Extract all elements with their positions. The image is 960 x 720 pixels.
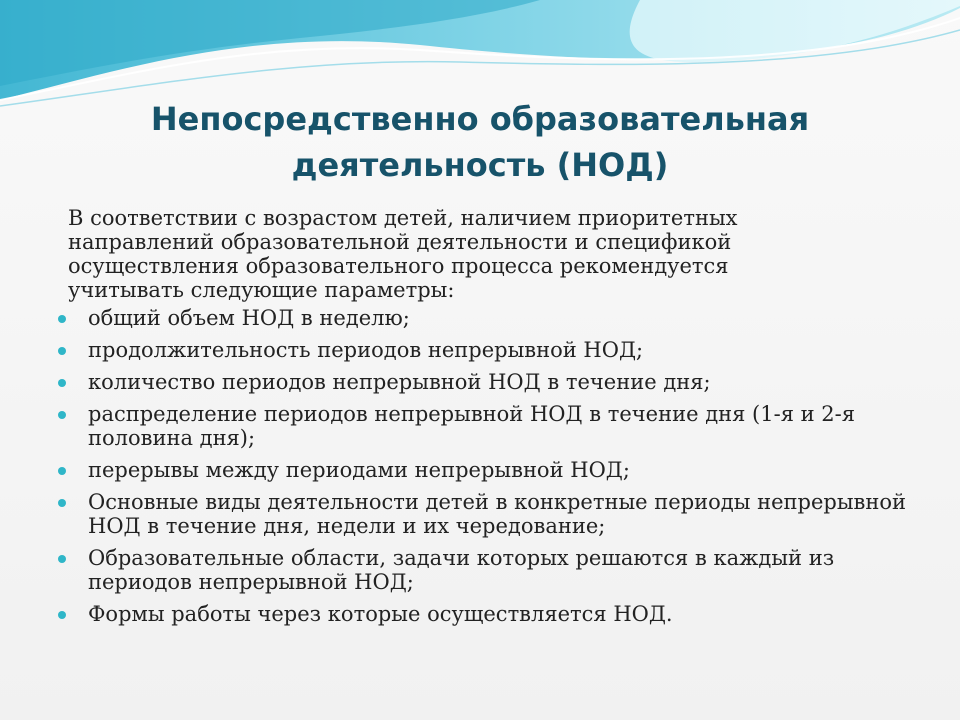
bullet-text: Основные виды деятельности детей в конкретные периоды непрерывной НОД в течение дня, недели и их чередование; <box>88 490 907 538</box>
bullet-item <box>52 402 912 450</box>
title-line-2: деятельность (НОД) <box>291 146 669 184</box>
bullet-dot-icon <box>58 411 66 419</box>
title-line-1: Непосредственно образовательная <box>150 100 810 138</box>
bullet-item <box>52 338 912 362</box>
bullet-dot-icon <box>58 347 66 355</box>
bullet-dot-icon <box>58 315 66 323</box>
header-wave-decoration <box>0 0 960 110</box>
bullet-text: общий объем НОД в неделю; <box>88 306 410 330</box>
bullet-dot-icon <box>58 499 66 507</box>
bullet-dot-icon <box>58 555 66 563</box>
bullet-text: продолжительность периодов непрерывной НОД; <box>88 338 644 362</box>
intro-paragraph: В соответствии с возрастом детей, наличием приоритетных направлений образовательной деятельности и спецификой осуществления образовательного процесса рекомендуется учитывать следующие параметры: <box>68 206 738 302</box>
bullet-item <box>52 490 912 538</box>
bullet-item <box>52 306 912 330</box>
bullet-dot-icon <box>58 379 66 387</box>
bullet-text: Образовательные области, задачи которых решаются в каждый из периодов непрерывной НОД; <box>88 546 835 594</box>
slide-body <box>52 206 912 634</box>
slide-title <box>80 96 880 188</box>
bullet-item <box>52 370 912 394</box>
bullet-item <box>52 546 912 594</box>
bullet-list <box>52 306 912 626</box>
bullet-text: количество периодов непрерывной НОД в течение дня; <box>88 370 711 394</box>
bullet-text: распределение периодов непрерывной НОД в течение дня (1-я и 2-я половина дня); <box>88 402 856 450</box>
bullet-dot-icon <box>58 467 66 475</box>
bullet-item <box>52 602 912 626</box>
bullet-item <box>52 458 912 482</box>
bullet-text: Формы работы через которые осуществляется НОД. <box>88 602 673 626</box>
bullet-dot-icon <box>58 611 66 619</box>
bullet-text: перерывы между периодами непрерывной НОД; <box>88 458 630 482</box>
